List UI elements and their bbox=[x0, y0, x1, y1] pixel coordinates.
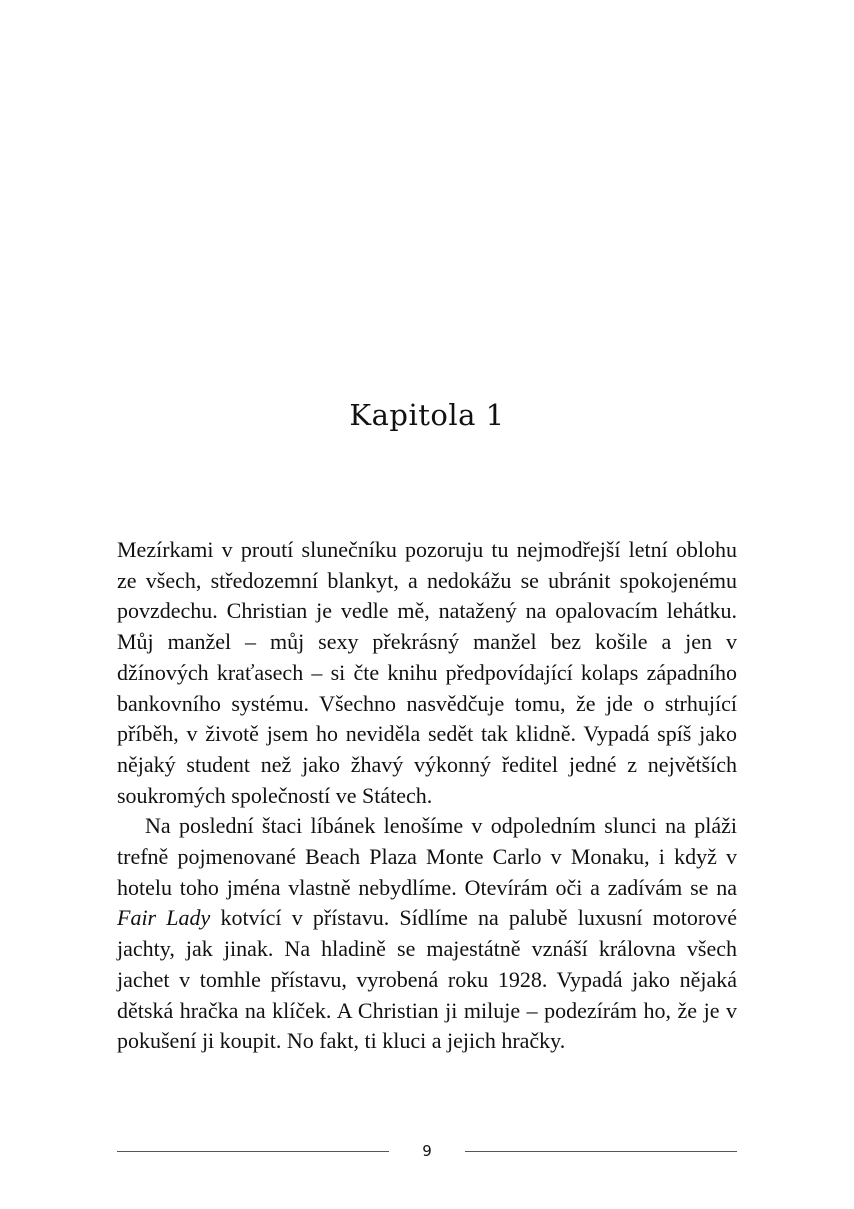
paragraph-2 bbox=[117, 811, 737, 1057]
page-number: 9 bbox=[422, 1142, 432, 1160]
ship-name: Fair Lady bbox=[117, 905, 211, 931]
page-footer bbox=[117, 1140, 737, 1162]
body-text bbox=[117, 535, 737, 1057]
footer-rule-right bbox=[465, 1151, 737, 1152]
chapter-title: Kapitola 1 bbox=[349, 398, 505, 432]
paragraph-2-text-before: Na poslední štaci líbánek lenošíme v odpoledním slunci na pláži trefně pojmenované Beach Plaza Monte Carlo v Monaku, i když v hotelu toho jména vlastně nebydlíme. Otevírám oči a zadívám se na bbox=[117, 813, 737, 900]
paragraph-1: Mezírkami v proutí slunečníku pozoruju tu nejmodřejší letní oblohu ze všech, středozemní blankyt, a nedokážu se ubránit spokojenému povzdechu. Christian je vedle mě, natažený na opalovacím lehátku. Můj manžel – můj sexy překrásný manžel bez košile a jen v džínových kraťasech – si čte knihu předpovídající kolaps západního bankovního systému. Všechno nasvědčuje tomu, že jde o strhující příběh, v životě jsem ho neviděla sedět tak klidně. Vypadá spíš jako nějaký student než jako žhavý výkonný ředitel jedné z největších soukromých společností ve Státech. bbox=[117, 537, 737, 808]
paragraph-2-text-after: kotvící v přístavu. Sídlíme na palubě luxusní motorové jachty, jak jinak. Na hladině se majestátně vznáší královna všech jachet v tomhle přístavu, vyrobená roku 1928. Vypadá jako nějaká dětská hračka na klíček. A Christian ji miluje – podezírám ho, že je v pokušení ji koupit. No fakt, ti kluci a jejich hračky. bbox=[117, 905, 737, 1054]
